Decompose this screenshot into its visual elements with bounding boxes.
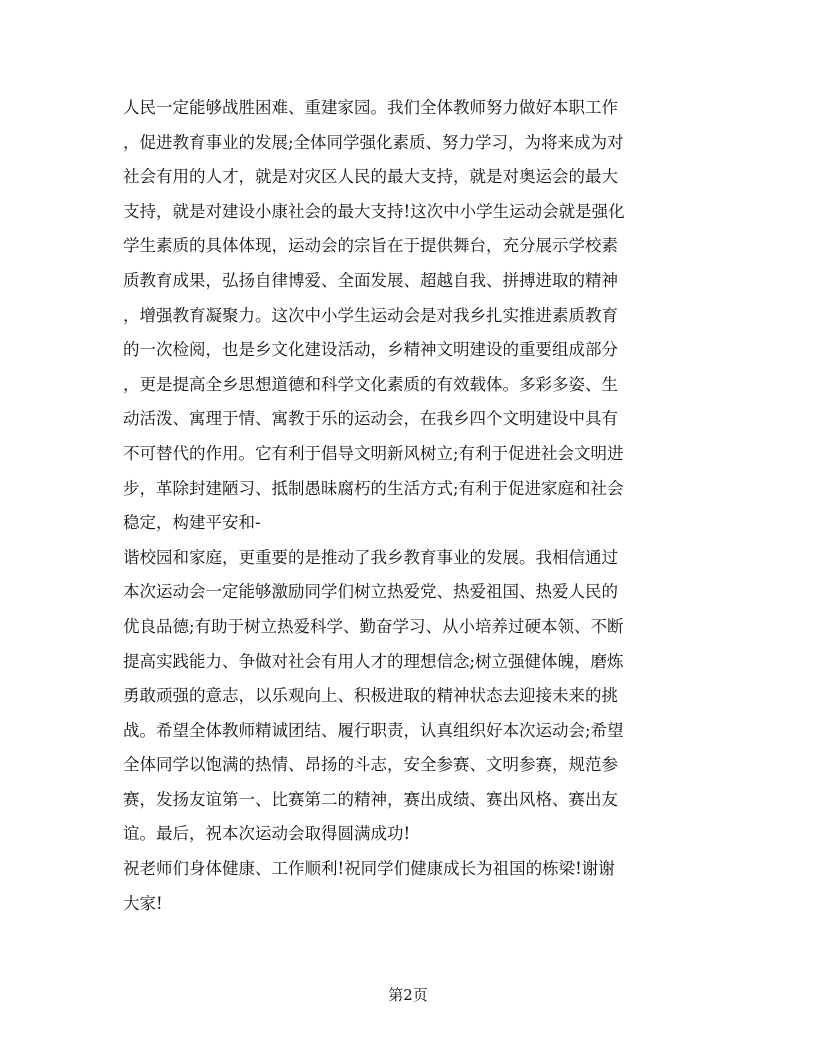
text-line: 稳定，构建平安和- (123, 513, 261, 533)
text-line: 谊。最后，祝本次运动会取得圆满成功! (123, 824, 411, 844)
text-line: 步，革除封建陋习、抵制愚昧腐朽的生活方式;有利于促进家庭和社会 (123, 478, 624, 498)
text-line: 战。希望全体教师精诚团结、履行职责，认真组织好本次运动会;希望 (123, 720, 624, 740)
text-line: 大家! (123, 893, 163, 913)
body-text (123, 91, 693, 921)
text-line: ，促进教育事业的发展;全体同学强化素质、努力学习，为将来成为对 (123, 132, 624, 152)
text-line: 提高实践能力、争做对社会有用人才的理想信念;树立强健体魄，磨炼 (123, 651, 624, 671)
text-line: 赛，发扬友谊第一、比赛第二的精神，赛出成绩、赛出风格、赛出友 (123, 789, 618, 809)
page-number: 第2页 (388, 986, 428, 1004)
text-line: 动活泼、寓理于情、寓教于乐的运动会，在我乡四个文明建设中具有 (123, 409, 618, 429)
text-line: ，增强教育凝聚力。这次中小学生运动会是对我乡扎实推进素质教育 (123, 305, 618, 325)
text-line: 学生素质的具体体现，运动会的宗旨在于提供舞台，充分展示学校素 (123, 236, 618, 256)
text-line: ，更是提高全乡思想道德和科学文化素质的有效载体。多彩多姿、生 (123, 374, 618, 394)
text-line: 谐校园和家庭，更重要的是推动了我乡教育事业的发展。我相信通过 (123, 547, 618, 567)
text-line: 本次运动会一定能够激励同学们树立热爱党、热爱祖国、热爱人民的 (123, 582, 618, 602)
text-line: 祝老师们身体健康、工作顺利!祝同学们健康成长为祖国的栋梁!谢谢 (123, 859, 615, 879)
text-line: 全体同学以饱满的热情、昂扬的斗志，安全参赛、文明参赛，规范参 (123, 755, 618, 775)
text-line: 的一次检阅，也是乡文化建设活动，乡精神文明建设的重要组成部分 (123, 340, 618, 360)
text-line: 勇敢顽强的意志，以乐观向上、积极进取的精神状态去迎接未来的挑 (123, 686, 618, 706)
text-line: 不可替代的作用。它有利于倡导文明新风树立;有利于促进社会文明进 (123, 443, 624, 463)
text-line: 人民一定能够战胜困难、重建家园。我们全体教师努力做好本职工作 (123, 98, 618, 117)
text-line: 优良品德;有助于树立热爱科学、勤奋学习、从小培养过硬本领、不断 (123, 616, 624, 636)
text-line: 质教育成果，弘扬自律博爱、全面发展、超越自我、拼搏进取的精神 (123, 270, 618, 290)
text-line: 支持，就是对建设小康社会的最大支持!这次中小学生运动会就是强化 (123, 201, 625, 221)
text-line: 社会有用的人才，就是对灾区人民的最大支持，就是对奥运会的最大 (123, 167, 618, 187)
